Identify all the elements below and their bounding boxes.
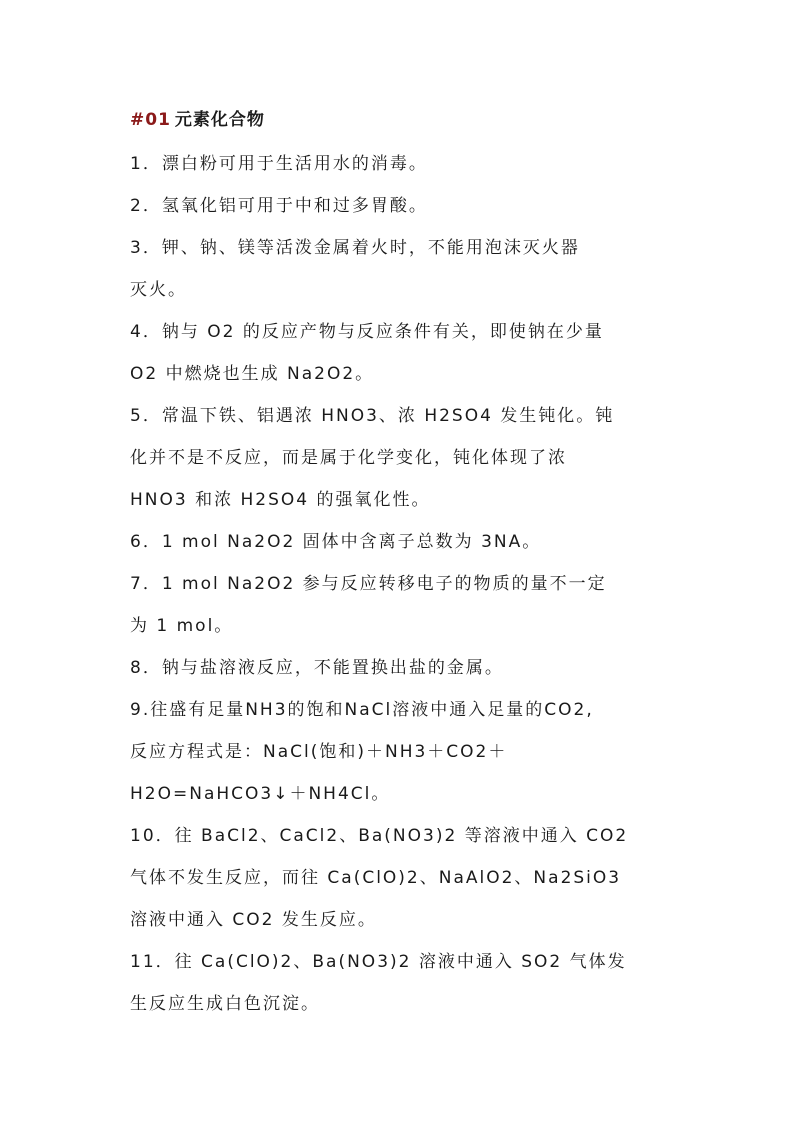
section-number: #01 [130, 110, 171, 130]
text-line: 4．钠与 O2 的反应产物与反应条件有关，即使钠在少量 [130, 322, 604, 342]
text-line: 灭火。 [130, 280, 187, 300]
text-line: 9.往盛有足量NH3的饱和NaCl溶液中通入足量的CO2, [130, 700, 594, 720]
text-line: 气体不发生反应，而往 Ca(ClO)2、NaAlO2、Na2SiO3 [130, 868, 622, 888]
text-line: 10．往 BaCl2、CaCl2、Ba(NO3)2 等溶液中通入 CO2 [130, 826, 629, 846]
text-line: 6．1 mol Na2O2 固体中含离子总数为 3NA。 [130, 532, 542, 552]
text-line: 反应方程式是：NaCl(饱和)＋NH3＋CO2＋ [130, 742, 508, 762]
text-line: O2 中燃烧也生成 Na2O2。 [130, 364, 375, 384]
text-line: 5．常温下铁、铝遇浓 HNO3、浓 H2SO4 发生钝化。钝 [130, 406, 615, 426]
text-line: 溶液中通入 CO2 发生反应。 [130, 910, 377, 930]
text-line: HNO3 和浓 H2SO4 的强氧化性。 [130, 490, 431, 510]
text-line: 为 1 mol。 [130, 616, 234, 636]
section-heading [130, 107, 670, 133]
section-title: 元素化合物 [174, 110, 265, 130]
text-line: 化并不是不反应，而是属于化学变化，钝化体现了浓 [130, 448, 567, 468]
text-line: 1．漂白粉可用于生活用水的消毒。 [130, 154, 428, 174]
text-line: H2O=NaHCO3↓＋NH4Cl。 [130, 784, 391, 804]
document-body [130, 143, 670, 1025]
text-line: 3．钾、钠、镁等活泼金属着火时，不能用泡沫灭火器 [130, 238, 580, 258]
text-line: 生反应生成白色沉淀。 [130, 994, 320, 1014]
document-content [130, 107, 670, 1025]
text-line: 7．1 mol Na2O2 参与反应转移电子的物质的量不一定 [130, 574, 607, 594]
text-line: 2．氢氧化铝可用于中和过多胃酸。 [130, 196, 428, 216]
text-line: 11．往 Ca(ClO)2、Ba(NO3)2 溶液中通入 SO2 气体发 [130, 952, 627, 972]
text-line: 8．钠与盐溶液反应，不能置换出盐的金属。 [130, 658, 504, 678]
